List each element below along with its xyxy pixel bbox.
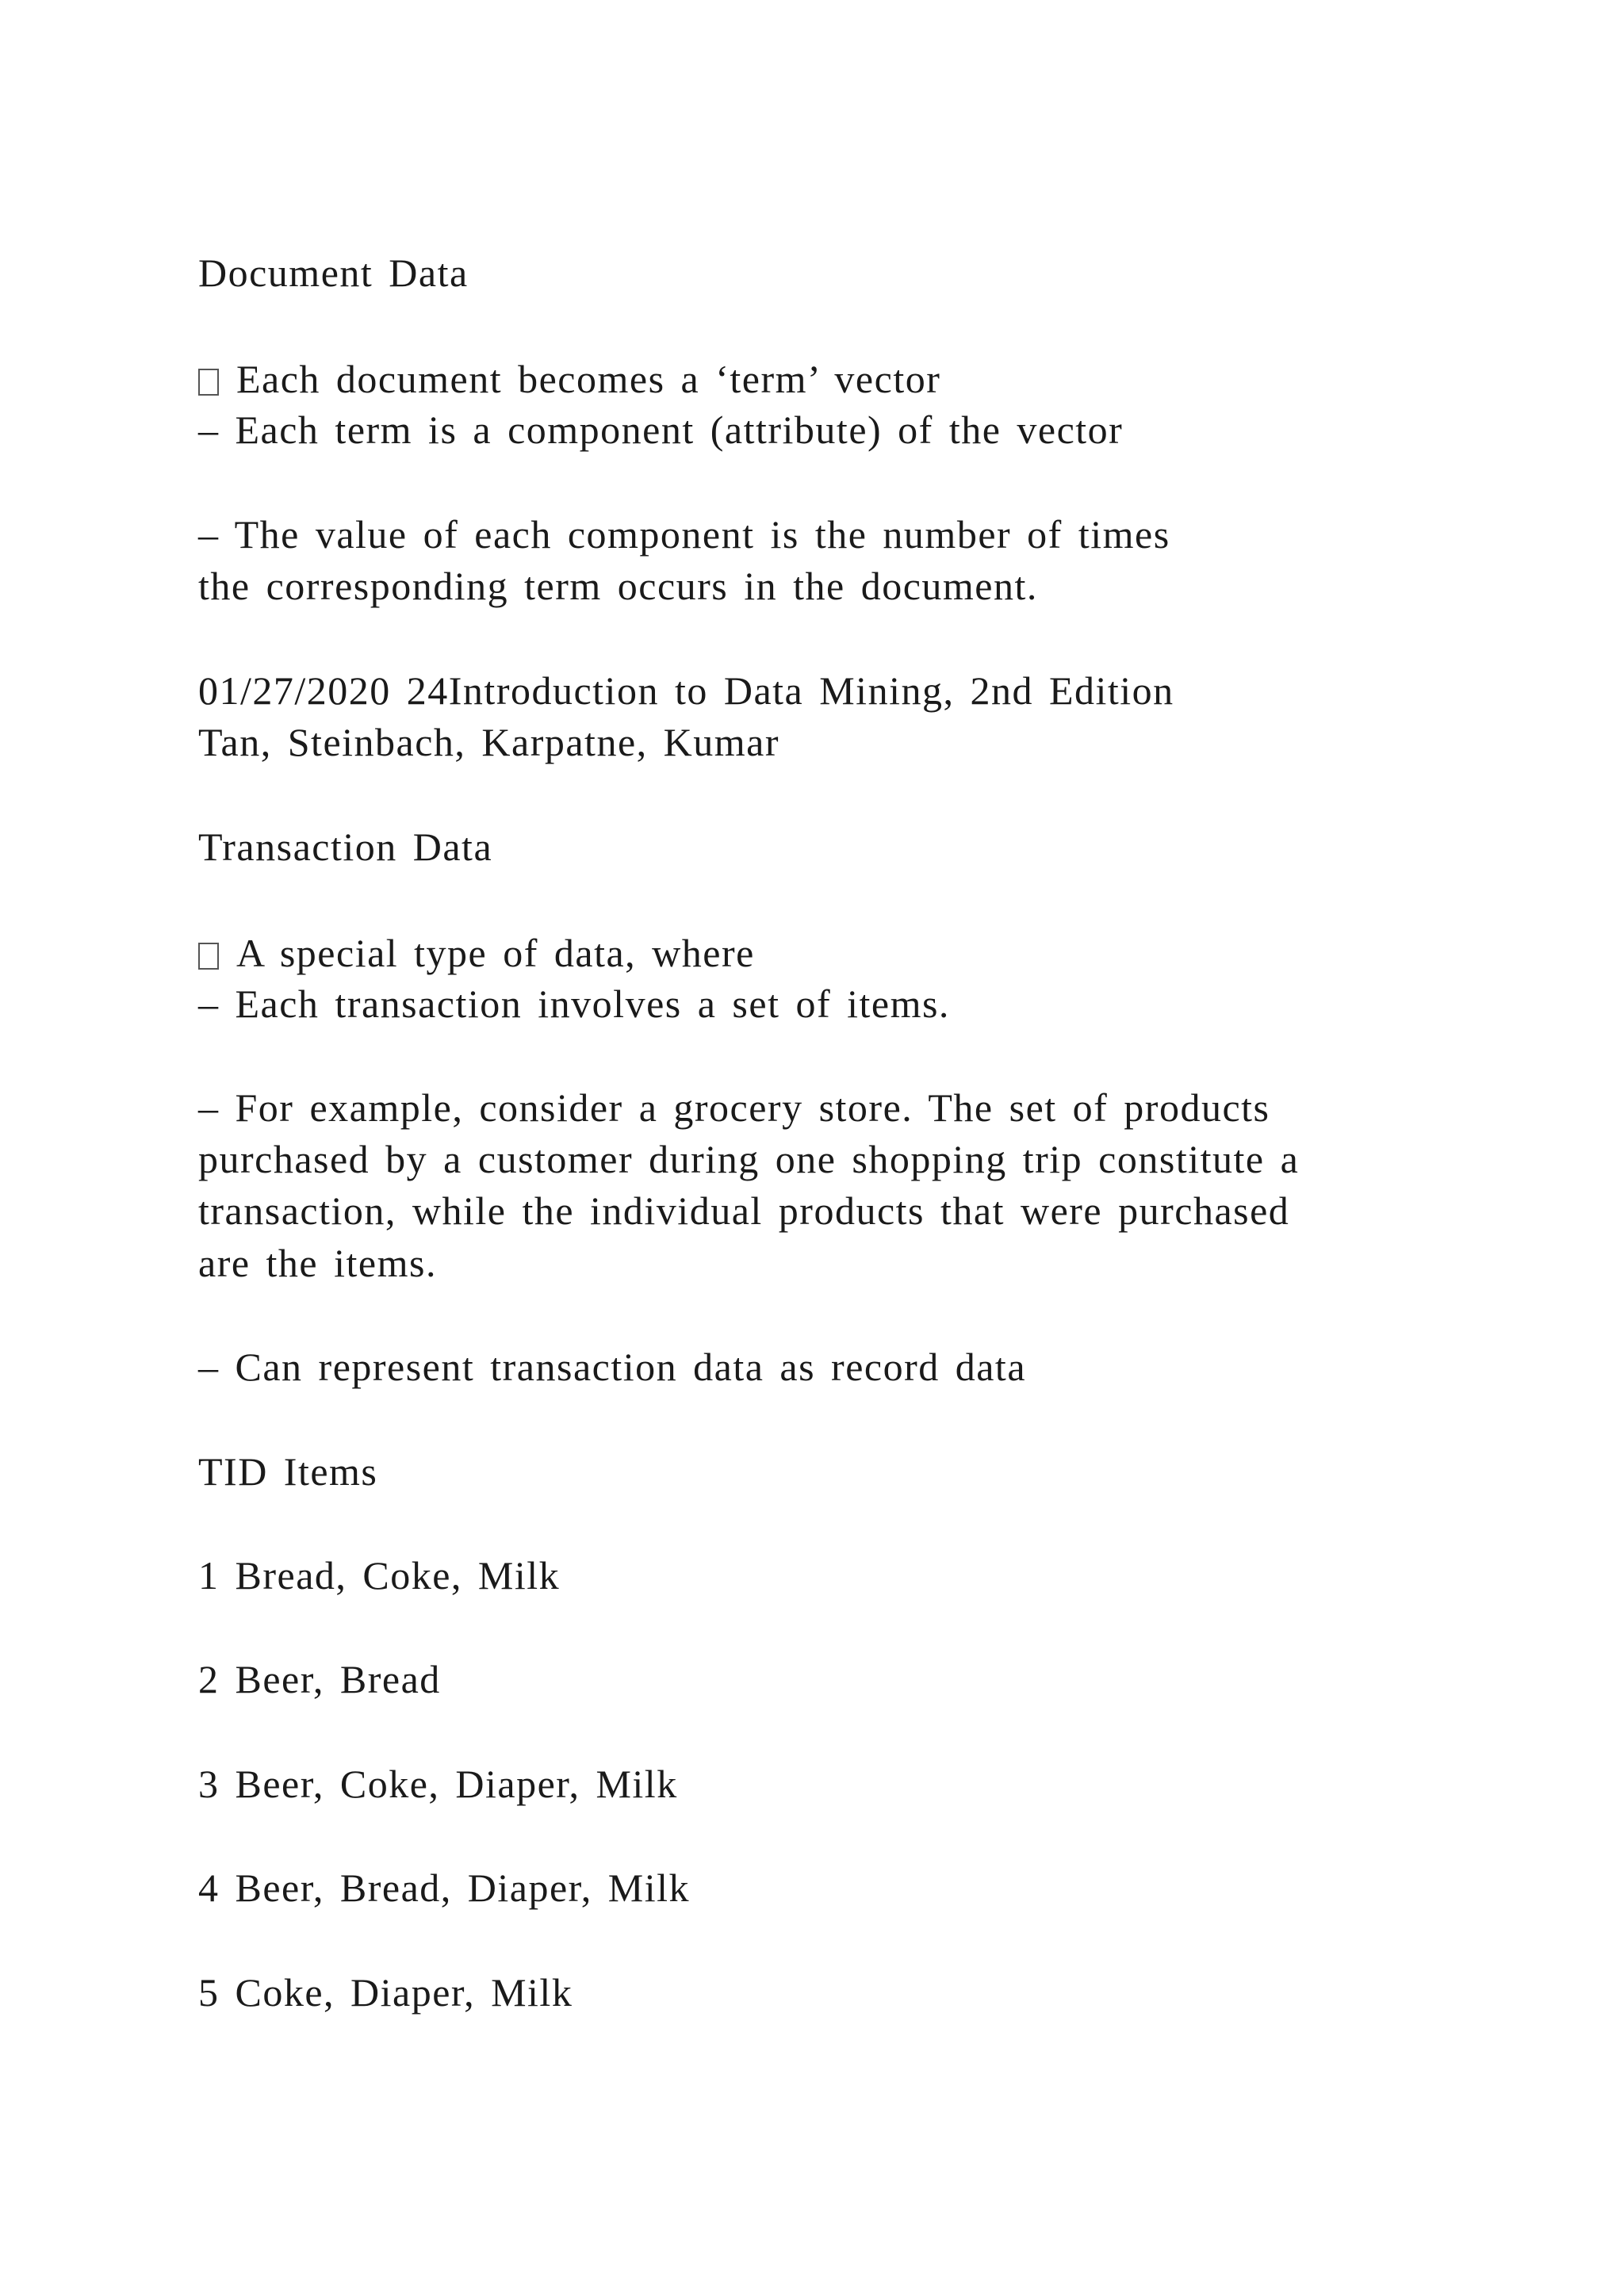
dash-each-transaction: – Each transaction involves a set of items. [198, 982, 950, 1026]
bullet-term-vector [198, 355, 940, 403]
missing-glyph-bullet-icon [198, 369, 219, 396]
table-row: 3 Beer, Coke, Diaper, Milk [198, 1762, 678, 1806]
table-row: 2 Beer, Bread [198, 1657, 441, 1701]
example-line-4: are the items. [198, 1241, 437, 1285]
bullet-special-type [198, 929, 755, 977]
dash-value-line-2: the corresponding term occurs in the document. [198, 564, 1038, 608]
dash-term-component: – Each term is a component (attribute) of the vector [198, 408, 1124, 452]
table-row: 4 Beer, Bread, Diaper, Milk [198, 1866, 691, 1910]
table-header: TID Items [198, 1449, 378, 1494]
example-line-2: purchased by a customer during one shopping trip constitute a [198, 1137, 1300, 1181]
footer-line-1: 01/27/2020 24Introduction to Data Mining, 2nd Edition [198, 668, 1174, 713]
dash-value-line-1: – The value of each component is the number of times [198, 512, 1170, 557]
missing-glyph-bullet-icon [198, 943, 219, 970]
heading-document-data: Document Data [198, 251, 469, 295]
footer-line-2: Tan, Steinbach, Karpatne, Kumar [198, 720, 779, 764]
bullet-special-type-text: A special type of data, where [236, 931, 755, 975]
bullet-term-vector-text: Each document becomes a ‘term’ vector [236, 357, 941, 401]
table-row: 1 Bread, Coke, Milk [198, 1553, 561, 1598]
heading-transaction-data: Transaction Data [198, 825, 493, 869]
example-line-3: transaction, while the individual products that were purchased [198, 1188, 1290, 1233]
table-row: 5 Coke, Diaper, Milk [198, 1970, 573, 2015]
dash-can-represent: – Can represent transaction data as record data [198, 1345, 1027, 1389]
example-line-1: – For example, consider a grocery store. The set of products [198, 1085, 1270, 1130]
